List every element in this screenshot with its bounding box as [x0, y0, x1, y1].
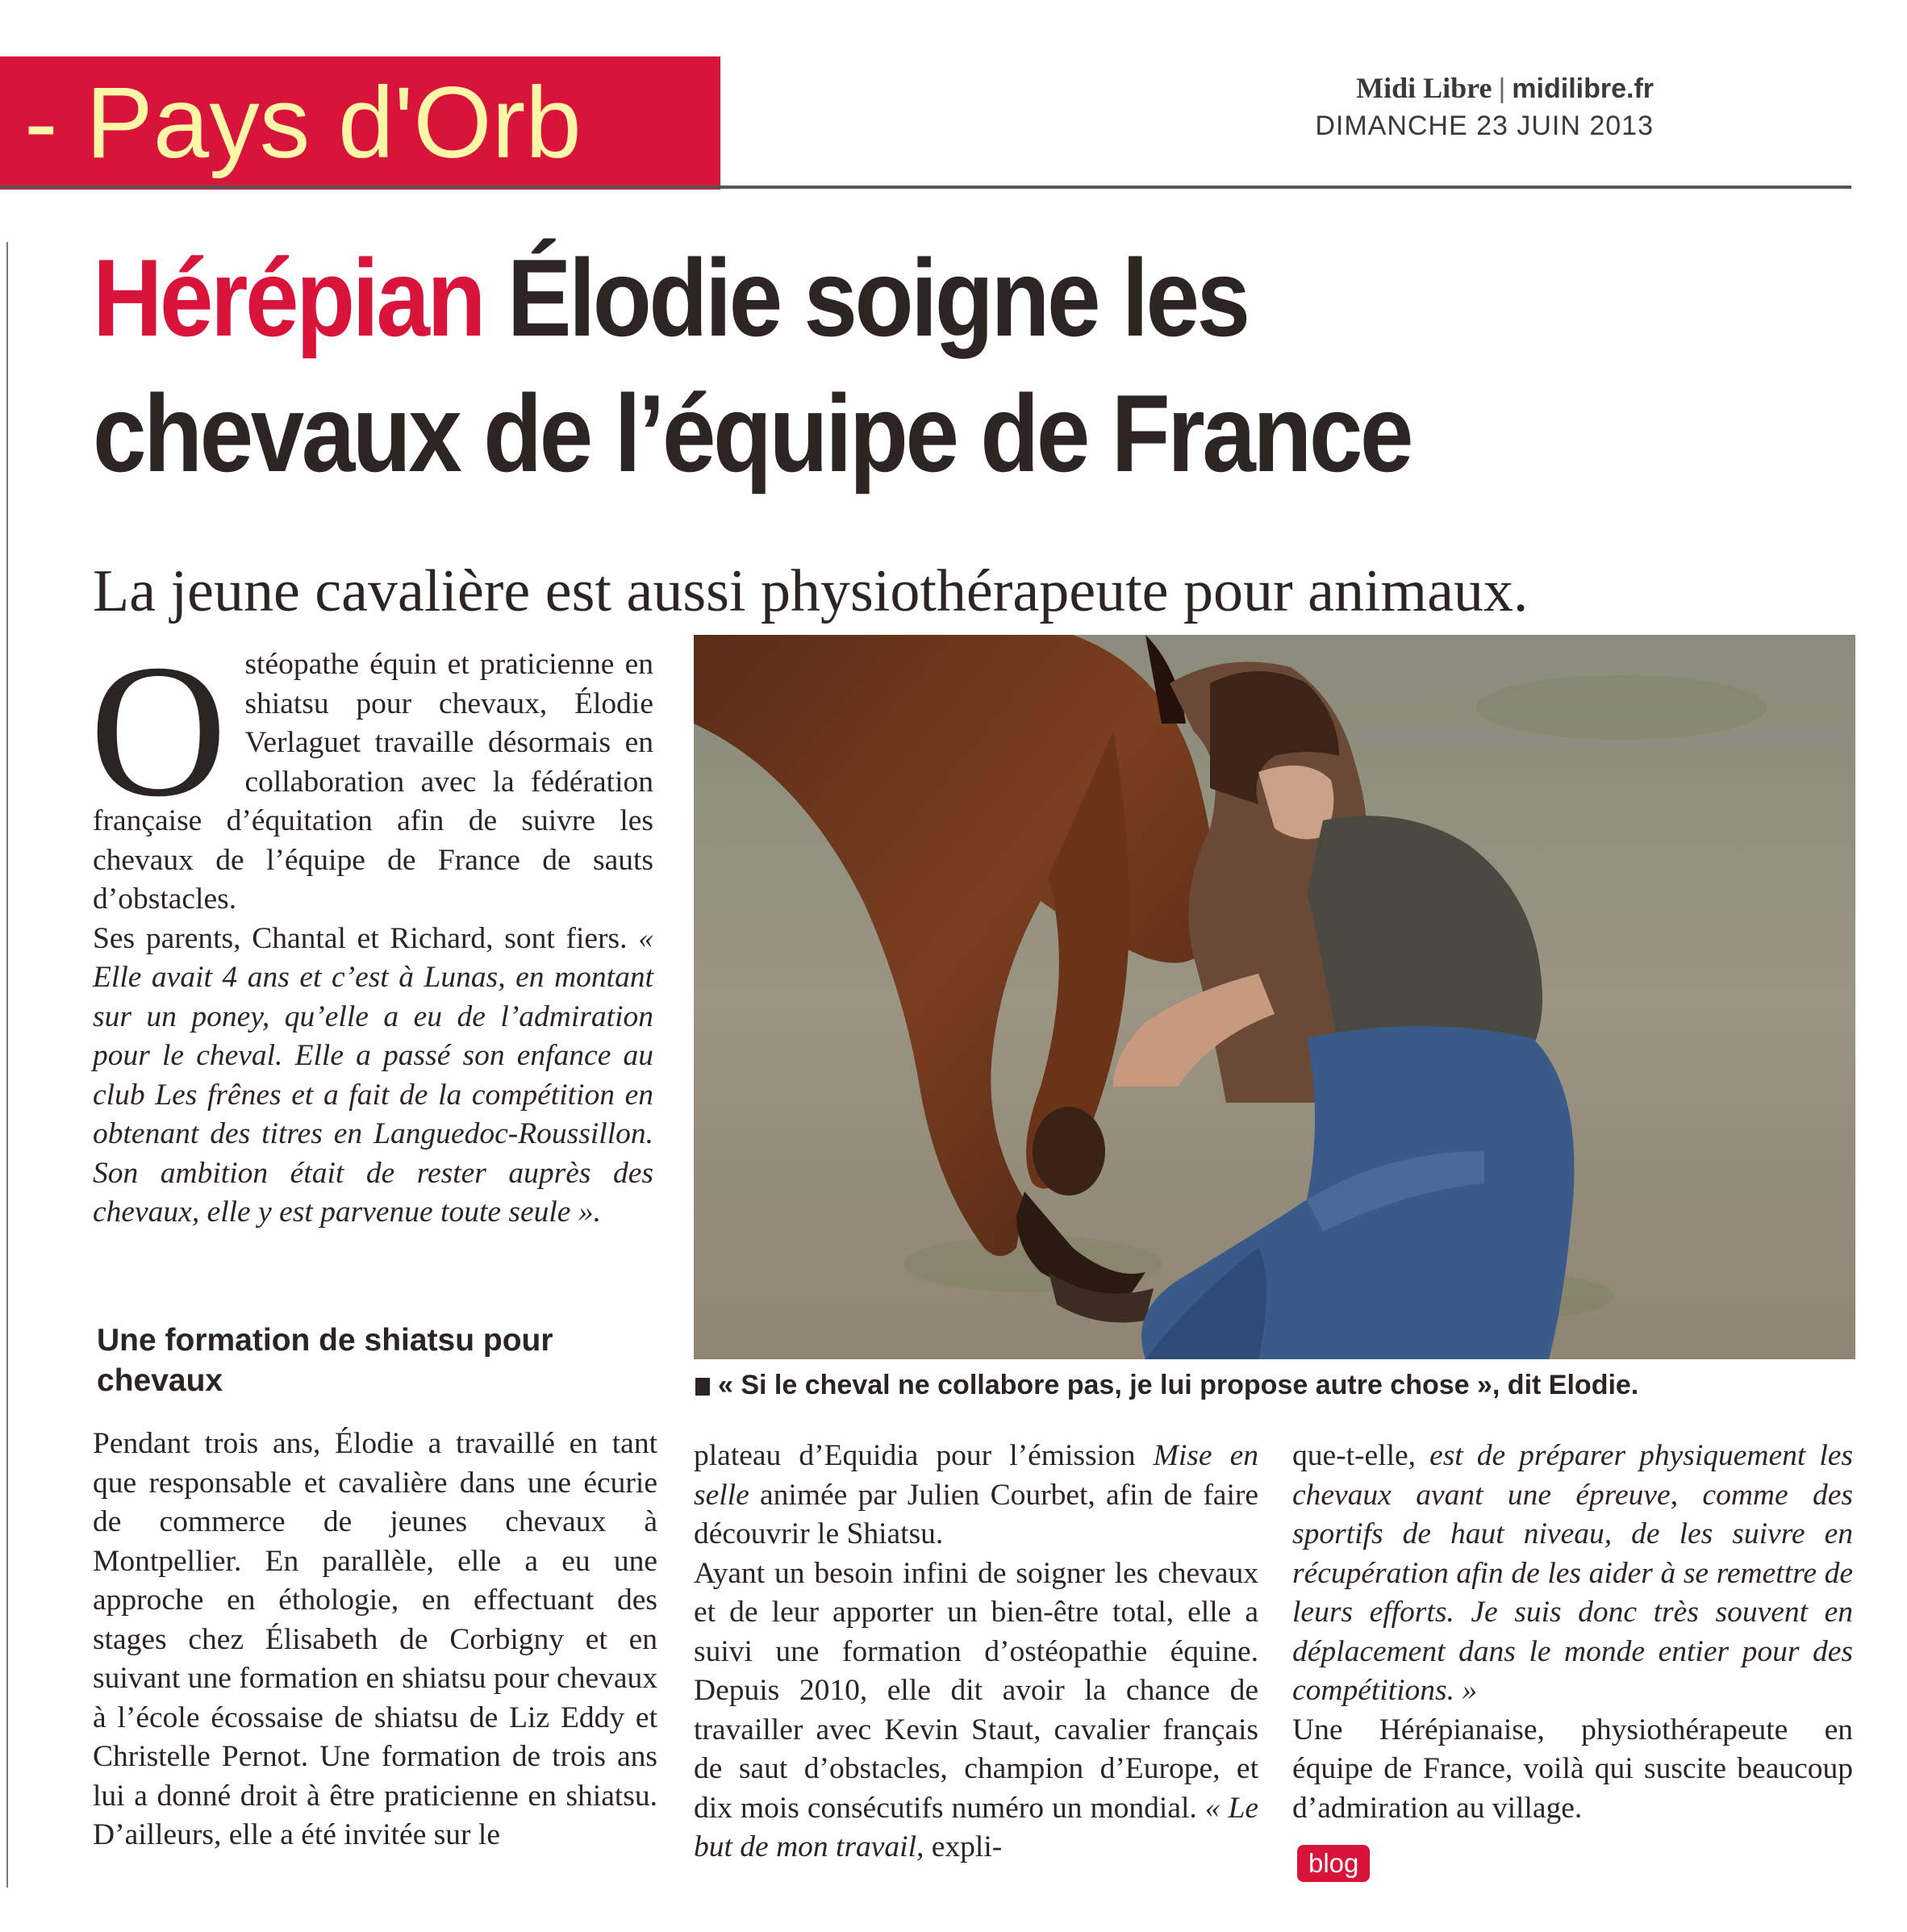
paragraph-4-b: animée par Julien Courbet, afin de faire découvrir le Shiatsu.	[694, 1478, 1258, 1550]
paragraph-2-intro: Ses parents, Chantal et Richard, sont fiers.	[93, 921, 639, 955]
left-divider	[6, 242, 8, 1888]
headline	[93, 230, 1669, 501]
paragraph-6-a: que-t-elle,	[1292, 1439, 1430, 1472]
paragraph-2	[93, 920, 653, 1233]
deck: La jeune cavalière est aussi physiothérapeute pour animaux.	[93, 558, 1529, 624]
headline-line-1: Élodie soigne les	[507, 236, 1248, 359]
blog-badge[interactable]: blog	[1297, 1845, 1370, 1882]
masthead-date: DIMANCHE 23 JUIN 2013	[1315, 111, 1654, 141]
paragraph-5	[694, 1554, 1258, 1867]
section-banner: - Pays d'Orb	[0, 56, 720, 190]
paragraph-6-quote: est de préparer physiquement les chevaux avant une épreuve, comme des sportifs de haut niveau, de les suivre en récupération afin de les aider à se remettre de leurs efforts. Je suis donc très souvent en déplacement dans le monde entier pour des compétitions. »	[1292, 1439, 1853, 1707]
paragraph-5-a: Ayant un besoin infini de soigner les chevaux et de leur apporter un bien-être total, elle a suivi une formation d’ostéopathie équine. Depuis 2010, elle dit avoir la chance de travailler avec Kevin Staut, cavalier français de saut d’obstacles, champion d’Europe, et dix mois consécutifs numéro un mondial.	[694, 1556, 1258, 1825]
paragraph-1	[90, 626, 653, 920]
article-column-3	[1292, 1437, 1853, 1828]
masthead	[1291, 71, 1654, 105]
paragraph-6	[1292, 1437, 1853, 1711]
photo-caption	[695, 1370, 1857, 1401]
horse-and-rider-image	[694, 635, 1855, 1359]
top-divider	[0, 186, 1851, 189]
article-photo	[694, 635, 1855, 1359]
article-column-1-bottom	[93, 1425, 657, 1855]
caption-text: « Si le cheval ne collabore pas, je lui propose autre chose », dit Elodie.	[718, 1370, 1639, 1400]
paragraph-4	[694, 1437, 1258, 1554]
headline-kicker: Hérépian	[93, 236, 483, 359]
article-column-2	[694, 1437, 1258, 1867]
paragraph-1-text: stéopathe équin et praticienne en shiatsu pour chevaux, Élodie Verlaguet travaille désormais en collaboration avec la fédération française d’équitation afin de suivre les chevaux de l’équipe de France de sauts d’obstacles.	[93, 648, 653, 916]
caption-marker	[695, 1378, 710, 1396]
show-title: Mise en selle	[694, 1439, 1258, 1512]
subheading: Une formation de shiatsu pour chevaux	[97, 1323, 553, 1398]
paragraph-5-quote: « Le but de mon travail,	[694, 1791, 1258, 1863]
paragraph-3: Pendant trois ans, Élodie a travaillé en tant que responsable et cavalière dans une écurie de commerce de jeunes chevaux à Montpellier. En parallèle, elle a eu une approche en éthologie, en effectuant des stages chez Élisabeth de Corbigny et en suivant une formation en shiatsu pour chevaux à l’école écossaise de shiatsu de Liz Eddy et Christelle Pernot. Une formation de trois ans lui a donné droit à être praticienne en shiatsu. D’ailleurs, elle a été invitée sur le	[93, 1427, 657, 1851]
headline-line-2: chevaux de l’équipe de France	[93, 372, 1411, 494]
paragraph-5-b: expli-	[924, 1830, 1003, 1863]
paragraph-7: Une Hérépianaise, physiothérapeute en équipe de France, voilà qui suscite beaucoup d’admiration au village.	[1292, 1713, 1853, 1825]
paragraph-4-a: plateau d’Equidia pour l’émission	[694, 1439, 1154, 1472]
article-column-1-top	[90, 626, 653, 1233]
paragraph-2-quote: « Elle avait 4 ans et c’est à Lunas, en montant sur un poney, qu’elle a eu de l’admiration pour le cheval. Elle a passé son enfance au club Les frênes et a fait de la compétition en obtenant des titres en Languedoc-Roussillon. Son ambition était de rester auprès des chevaux, elle y est parvenue toute seule ».	[93, 921, 653, 1229]
masthead-separator: |	[1498, 73, 1506, 104]
drop-cap: O	[90, 626, 227, 837]
masthead-website: midilibre.fr	[1512, 73, 1654, 104]
masthead-brand: Midi Libre	[1356, 72, 1492, 104]
